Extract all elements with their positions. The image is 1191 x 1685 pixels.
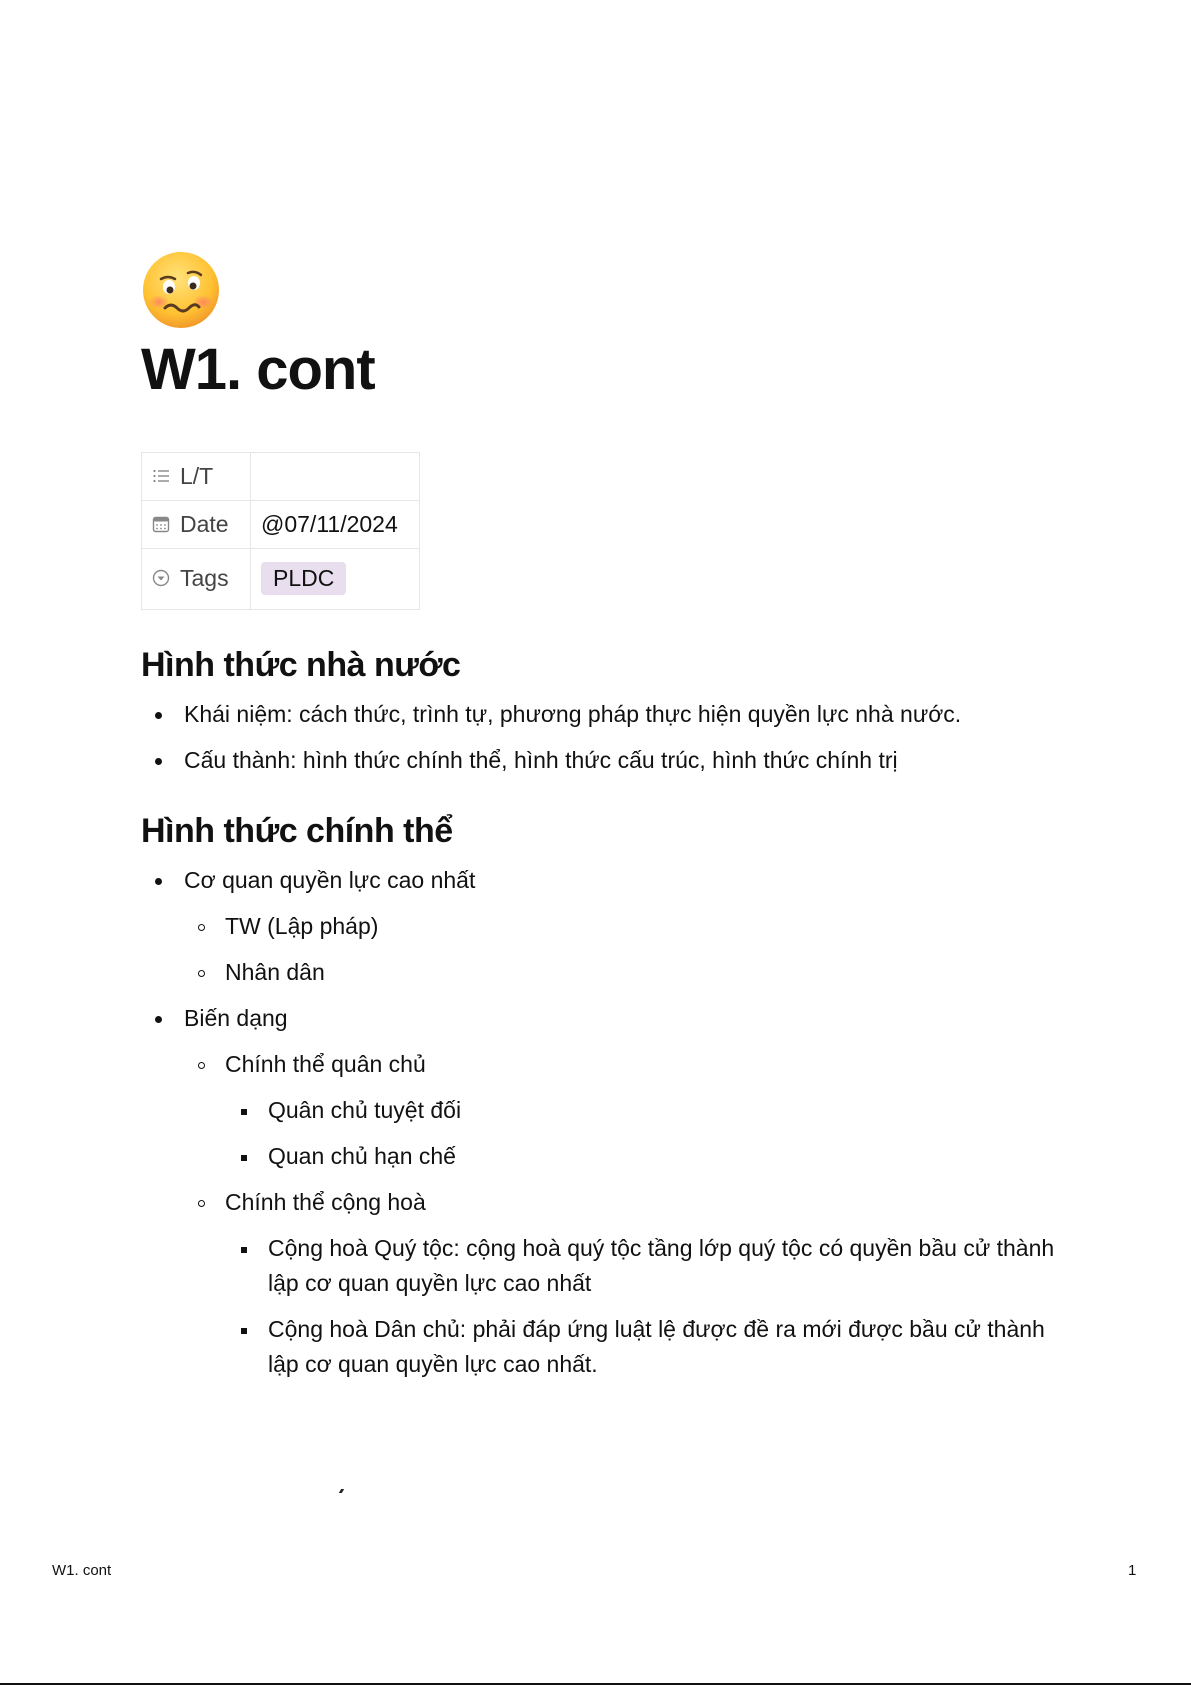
square-bullet-icon bbox=[241, 1109, 247, 1115]
list-item: Cơ quan quyền lực cao nhất TW (Lập pháp) Nhân dân bbox=[141, 863, 1081, 990]
stray-mark bbox=[339, 1489, 344, 1493]
select-icon bbox=[152, 569, 170, 587]
circle-bullet-icon bbox=[198, 1062, 205, 1069]
section-heading-hinh-thuc-nha-nuoc: Hình thức nhà nước bbox=[141, 645, 461, 684]
property-value-lt[interactable] bbox=[251, 452, 420, 500]
circle-bullet-icon bbox=[198, 924, 205, 931]
bullet-icon bbox=[155, 712, 162, 719]
property-value-date[interactable]: @07/11/2024 bbox=[251, 500, 420, 548]
list-icon bbox=[152, 467, 170, 485]
property-row-lt[interactable] bbox=[142, 452, 420, 500]
list-item: Quân chủ tuyệt đối bbox=[143, 1093, 1081, 1128]
footer-title: W1. cont bbox=[52, 1562, 112, 1579]
woozy-face-icon bbox=[141, 250, 221, 330]
page-title: W1. cont bbox=[141, 337, 375, 402]
properties-table bbox=[141, 452, 420, 610]
property-name-date: Date bbox=[180, 510, 229, 537]
bullet-icon bbox=[155, 1016, 162, 1023]
property-name-tags: Tags bbox=[180, 565, 229, 592]
nested-list bbox=[225, 1231, 1081, 1382]
list-item: Nhân dân bbox=[143, 955, 1081, 990]
property-name-lt: L/T bbox=[180, 462, 214, 489]
section-heading-hinh-thuc-chinh-the: Hình thức chính thể bbox=[141, 811, 453, 850]
list-item: Cộng hoà Quý tộc: cộng hoà quý tộc tầng lớp quý tộc có quyền bầu cử thành lập cơ quan quyền lực cao nhất bbox=[143, 1231, 1081, 1301]
circle-bullet-icon bbox=[198, 970, 205, 977]
bullet-list bbox=[141, 697, 1081, 778]
circle-bullet-icon bbox=[198, 1200, 205, 1207]
nested-list bbox=[184, 909, 1081, 990]
property-value-tags[interactable] bbox=[251, 548, 420, 609]
square-bullet-icon bbox=[241, 1155, 247, 1161]
square-bullet-icon bbox=[241, 1328, 247, 1334]
list-item: Cấu thành: hình thức chính thể, hình thức cấu trúc, hình thức chính trị bbox=[141, 743, 1081, 778]
list-item: Chính thể cộng hoà Cộng hoà Quý tộc: cộng hoà quý tộc tầng lớp quý tộc có quyền bầu cử thành lập cơ quan quyền lực cao nhất Cộng hoà Dân chủ: phải đáp ứng luật lệ được đề ra mới được bầu cử thành lập cơ quan quyền lực cao nhất. bbox=[143, 1185, 1081, 1382]
tag-pldc[interactable]: PLDC bbox=[261, 562, 346, 595]
list-item: Biến dạng Chính thể quân chủ Quân chủ tuyệt đối Quan chủ hạn chế Chính thể cộng hoà Cộng hoà Quý tộc: cộng hoà quý tộc tầng lớp quý tộc có quyền bầu cử thành lập cơ quan quyền lực cao nhất Cộng hoà Dân chủ: phải đáp ứng luật lệ được đề ra mới được bầu cử thành lập cơ quan quyền lực cao nhất. bbox=[141, 1001, 1081, 1382]
calendar-icon bbox=[152, 515, 170, 533]
property-row-date[interactable] bbox=[142, 500, 420, 548]
list-item: Chính thể quân chủ Quân chủ tuyệt đối Quan chủ hạn chế bbox=[143, 1047, 1081, 1174]
page-content bbox=[141, 250, 1081, 1382]
footer-page-number: 1 bbox=[1128, 1562, 1137, 1579]
nested-list bbox=[225, 1093, 1081, 1174]
property-row-tags[interactable] bbox=[142, 548, 420, 609]
list-item: Cộng hoà Dân chủ: phải đáp ứng luật lệ được đề ra mới được bầu cử thành lập cơ quan quyền lực cao nhất. bbox=[143, 1312, 1081, 1382]
bullet-icon bbox=[155, 878, 162, 885]
bullet-list bbox=[141, 863, 1081, 1382]
list-item: Khái niệm: cách thức, trình tự, phương pháp thực hiện quyền lực nhà nước. bbox=[141, 697, 1081, 732]
nested-list bbox=[184, 1047, 1081, 1382]
square-bullet-icon bbox=[241, 1247, 247, 1253]
list-item: TW (Lập pháp) bbox=[143, 909, 1081, 944]
list-item: Quan chủ hạn chế bbox=[143, 1139, 1081, 1174]
bullet-icon bbox=[155, 758, 162, 765]
